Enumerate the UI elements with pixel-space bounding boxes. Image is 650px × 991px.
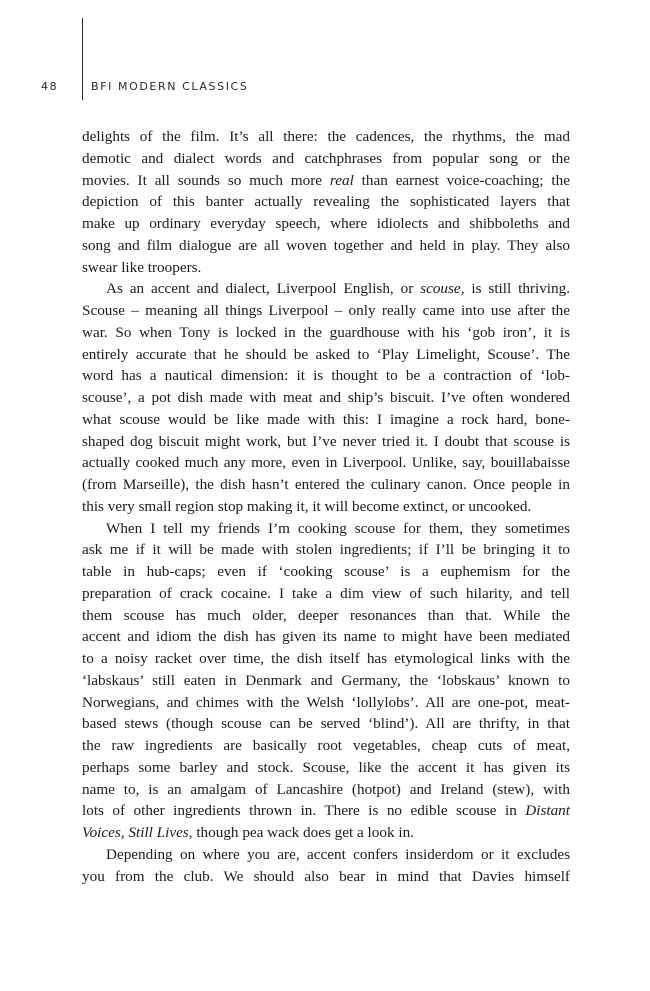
text-line: ask me if it will be made with stolen ingredients; if I’ll be bringing it to: [82, 541, 570, 559]
text-line: war. So when Tony is locked in the guardhouse with his ‘gob iron’, it is: [82, 323, 570, 341]
page-number: 48: [41, 80, 59, 93]
italic-emphasis: scouse: [420, 280, 461, 298]
text-line: Norwegians, and chimes with the Welsh ‘lollylobs’. All are one-pot, meat-: [82, 693, 570, 711]
text-line: make up ordinary everyday speech, where idiolects and shibboleths and: [82, 215, 570, 232]
text-line: accent and idiom the dish has given its name to might have been mediated: [82, 628, 570, 646]
text-line: scouse’, a pot dish made with meat and ship’s biscuit. I’ve often wondered: [82, 389, 570, 406]
text-line: movies. It all sounds so much more real than earnest voice-coaching; the: [82, 171, 570, 189]
text-line: song and film dialogue are all woven together and held in play. They also: [82, 236, 570, 254]
text-line: what scouse would be like made with this: I imagine a rock hard, bone-: [82, 410, 570, 428]
text-line: ‘labskaus’ still eaten in Denmark and Germany, the ‘lobskaus’ known to: [82, 671, 570, 689]
text-line: you from the club. We should also bear in mind that Davies himself: [82, 867, 570, 885]
text-line: lots of other ingredients thrown in. There is no edible scouse in Distant: [82, 802, 570, 820]
text-line: Depending on where you are, accent confers insiderdom or it excludes: [106, 845, 570, 863]
header-rule: [82, 18, 83, 100]
italic-emphasis: real: [329, 171, 354, 189]
text-line: As an accent and dialect, Liverpool English, or scouse, is still thriving.: [106, 280, 570, 298]
italic-emphasis: Distant: [525, 802, 570, 820]
text-line: (from Marseille), the dish hasn’t entered the culinary canon. Once people in: [82, 476, 570, 493]
text-line: delights of the film. It’s all there: the cadences, the rhythms, the mad: [82, 128, 570, 145]
text-line: swear like troopers.: [82, 258, 202, 276]
text-line: Scouse – meaning all things Liverpool – only really came into use after the: [82, 302, 570, 319]
text-line: preparation of crack cocaine. I take a dim view of such hilarity, and tell: [82, 584, 570, 602]
text-line: them scouse has much older, deeper resonances than that. While the: [82, 606, 570, 624]
italic-emphasis: Voices, Still Lives: [82, 824, 189, 841]
text-line: entirely accurate that he should be asked to ‘Play Limelight, Scouse’. The: [82, 345, 570, 363]
text-line: the raw ingredients are basically root vegetables, cheap cuts of meat,: [82, 737, 570, 754]
text-line: based stews (though scouse can be served ‘blind’). All are thrifty, in that: [82, 715, 570, 733]
text-line: name to, is an amalgam of Lancashire (hotpot) and Ireland (stew), with: [82, 780, 570, 798]
text-line: table in hub-caps; even if ‘cooking scouse’ is a euphemism for the: [82, 563, 570, 580]
body-text: [82, 126, 570, 887]
text-line: depiction of this banter actually revealing the sophisticated layers that: [82, 193, 570, 211]
text-line: perhaps some barley and stock. Scouse, like the accent it has given its: [82, 758, 570, 776]
text-line: When I tell my friends I’m cooking scouse for them, they sometimes: [106, 519, 570, 537]
text-line: this very small region stop making it, it will become extinct, or uncooked.: [82, 497, 532, 515]
running-title: BFI MODERN CLASSICS: [91, 80, 249, 93]
text-line: word has a nautical dimension: it is thought to be a contraction of ‘lob-: [82, 367, 570, 385]
text-line: demotic and dialect words and catchphrases from popular song or the: [82, 149, 570, 167]
text-line: actually cooked much any more, even in Liverpool. Unlike, say, bouillabaisse: [82, 454, 570, 472]
text-line: to a noisy racket over time, the dish itself has etymological links with the: [82, 650, 570, 667]
text-line: Voices, Still Lives, though pea wack does get a look in.: [82, 824, 414, 841]
text-line: shaped dog biscuit might work, but I’ve never tried it. I doubt that scouse is: [82, 432, 570, 450]
